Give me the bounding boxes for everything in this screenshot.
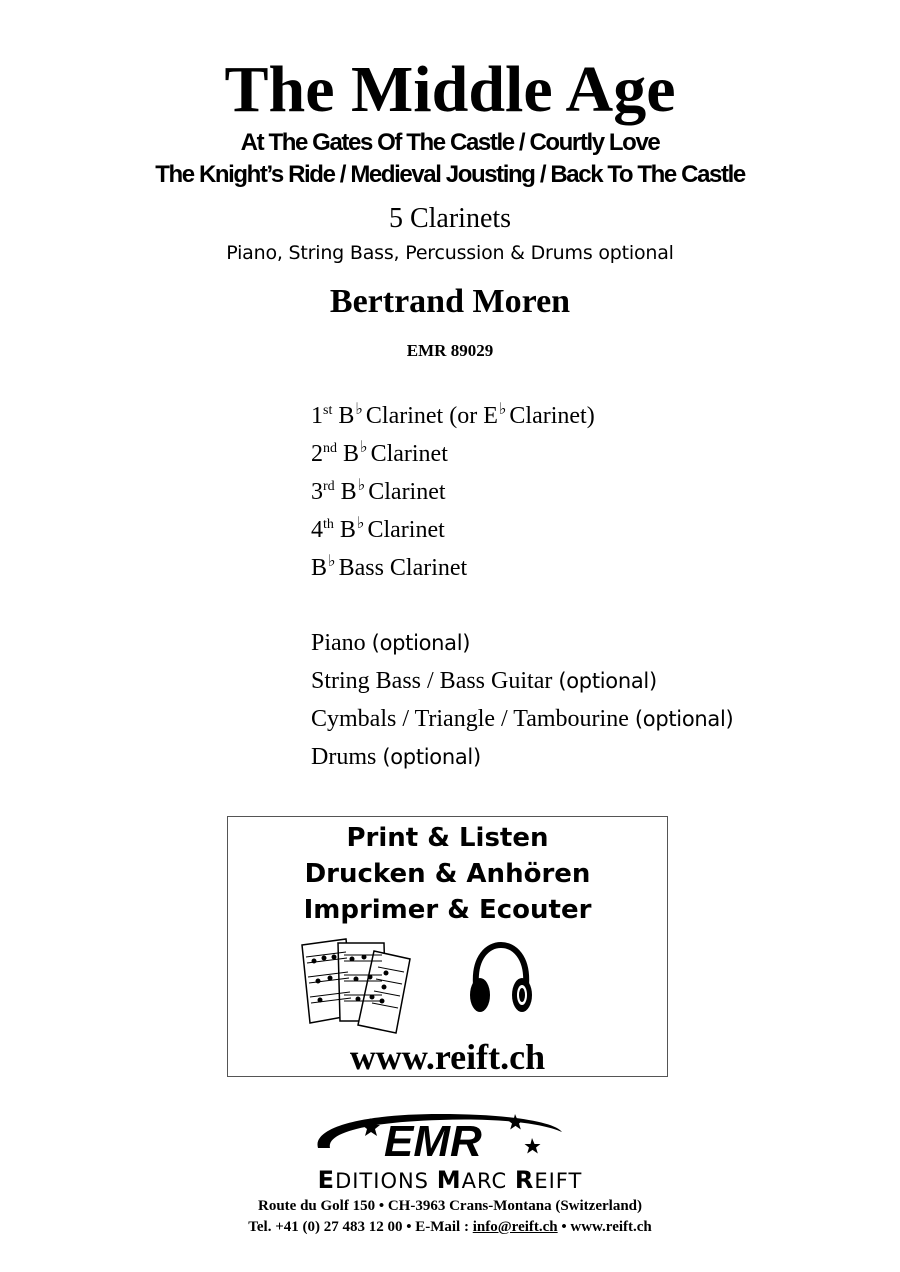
logo-text: EMR [384, 1117, 482, 1166]
flat-icon: ♭ [328, 553, 336, 570]
headphones-icon [466, 941, 536, 1026]
part-item: 3rd B♭ Clarinet [311, 477, 446, 505]
optional-part-item: Drums (optional) [311, 744, 481, 770]
part-item: 4th B♭ Clarinet [311, 515, 445, 543]
optional-instruments: Piano, String Bass, Percussion & Drums optional [226, 242, 674, 264]
flat-icon: ♭ [360, 439, 368, 456]
subtitle-movements-2: The Knight’s Ride / Medieval Jousting / Back To The Castle [155, 161, 745, 188]
flat-icon: ♭ [357, 477, 366, 494]
composer-name: Bertrand Moren [329, 283, 571, 320]
flat-icon: ♭ [355, 401, 363, 418]
publisher-contact: Tel. +41 (0) 27 483 12 00 • E-Mail : info@reift.ch • www.reift.ch [248, 1219, 652, 1235]
emr-logo [310, 1108, 590, 1171]
sheet-music-icon [298, 937, 414, 1042]
promo-line-french: Imprimer & Ecouter [303, 895, 592, 925]
email-link[interactable]: info@reift.ch [472, 1219, 558, 1235]
subtitle-movements-1: At The Gates Of The Castle / Courtly Love [240, 129, 660, 156]
instrumentation: 5 Clarinets [388, 203, 512, 234]
promo-line-english: Print & Listen [346, 823, 549, 853]
flat-icon: ♭ [498, 401, 507, 418]
publisher-address: Route du Golf 150 • CH-3963 Crans-Montana (Switzerland) [258, 1198, 642, 1214]
part-item: B♭ Bass Clarinet [311, 553, 468, 581]
promo-line-german: Drucken & Anhören [304, 859, 591, 889]
optional-part-item: Cymbals / Triangle / Tambourine (optional) [311, 706, 734, 732]
optional-part-item: Piano (optional) [311, 630, 471, 656]
parts-list [311, 397, 595, 587]
part-item: 2nd B♭ Clarinet [311, 439, 448, 467]
catalog-number: EMR 89029 [406, 341, 494, 360]
optional-parts-list [311, 624, 733, 776]
print-listen-box [227, 816, 668, 1077]
website-link[interactable]: www.reift.ch [349, 1037, 546, 1077]
flat-icon: ♭ [356, 515, 365, 532]
page-title: The Middle Age [224, 53, 676, 126]
part-item: 1st B♭ Clarinet (or E♭ Clarinet) [311, 401, 595, 429]
publisher-name: EDITIONS MARC REIFT [317, 1166, 583, 1194]
optional-part-item: String Bass / Bass Guitar (optional) [311, 668, 657, 694]
